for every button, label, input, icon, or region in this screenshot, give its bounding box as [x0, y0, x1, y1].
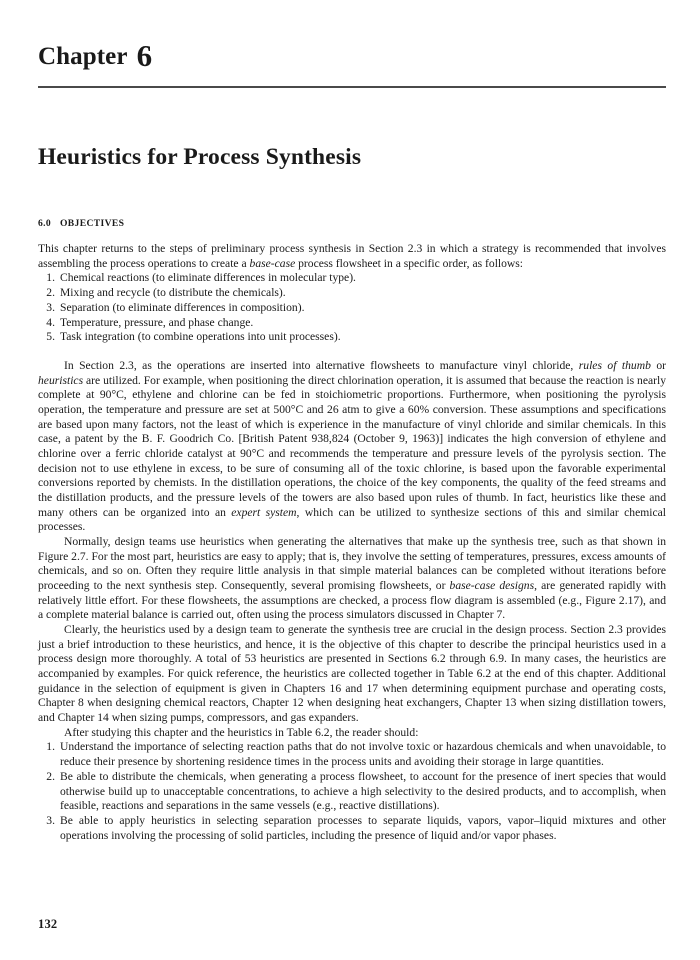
header-divider-rule [38, 86, 666, 88]
list-item [38, 286, 666, 301]
para1-part-3: are utilized. For example, when positioning the direct chlorination operation, it is assumed that because the reaction is nearly complete at 90°C, ethylene and chlorine can be fed in stoichiometric proportions. Furthermore, when positioning the pyrolysis operation, the temperature and pressure are set at 500°C and 26 atm to give a 60% conversion. These assumptions and specifications are based upon many factors, not the least of which is experience in the manufacture of vinyl chloride and similar chemicals. In this case, a patent by the B. F. Goodrich Co. [British Patent 938,824 (October 9, 1963)] indicates the high conversion of ethylene and chlorine over a ferric chloride catalyst at 90°C and recommends the temperature and pressure levels of the pyrolysis section. The decision not to use ethylene in excess, to be sure of consuming all of the toxic chlorine, is based upon the favorable experimental conversions reported by chemists. In the distillation operations, the choice of the key components, the quality of the feed streams and the distillation products, and the pressure levels of the towers are also based upon rules of thumb. In fact, heuristics like these and many others can be organized into an [38, 373, 666, 519]
list-item-text: Understand the importance of selecting reaction paths that do not involve toxic or hazardous chemicals and when unavoidable, to reduce their presence by shortening residence times in the process units and avoiding their storage in large quantities. [60, 740, 666, 769]
learning-outcomes-list [38, 740, 666, 844]
para2-part-1: Normally, design teams use heuristics when generating the alternatives that make up the synthesis tree, such as that shown in Figure 2.7. For the most part, heuristics are easy to apply; that is, they involve the setting of temperatures, pressures, excess amounts of chemicals, and so on. Often they require little analysis in that simple material balances can be completed without iterations before proceeding to the next synthesis step. Consequently, several promising flowsheets, or [38, 535, 666, 593]
intro-emphasis-base-case: base-case [249, 256, 296, 270]
list-item-text: Task integration (to combine operations into unit processes). [60, 330, 341, 344]
list-item [38, 316, 666, 331]
para2-emphasis-base-case-designs: base-case designs [449, 579, 535, 593]
list-item-marker: 2. [46, 285, 55, 299]
list-item [38, 271, 666, 286]
paragraph-chapter-scope: Clearly, the heuristics used by a design team to generate the synthesis tree are crucial in the design process. Section 2.3 provides just a brief introduction to these heuristics, and hence, it is the objective of this chapter to describe the principal heuristics used in a process design more thoroughly. A total of 53 heuristics are presented in Sections 6.2 through 6.9. In many cases, the heuristics are accompanied by examples. For quick reference, the heuristics are collected together in Table 6.2 at the end of this chapter. Additional guidance in the selection of equipment is given in Chapters 16 and 17 when determining equipment purchase and operating costs, Chapter 8 when designing chemical reactors, Chapter 12 when designing heat exchangers, Chapter 13 when sizing distillation towers, and Chapter 14 when sizing pumps, compressors, and gas expanders. [38, 622, 666, 724]
list-item-marker: 3. [46, 300, 55, 314]
chapter-number: 6 [136, 38, 153, 73]
para1-part-2: or [650, 359, 666, 373]
paragraph-heuristics-intro [38, 359, 666, 535]
page-number: 132 [38, 917, 58, 931]
page-title: Heuristics for Process Synthesis [38, 144, 362, 170]
section-number: 6.0 [38, 218, 52, 229]
list-item-text: Separation (to eliminate differences in composition). [60, 300, 305, 314]
paragraph-outcomes-lead-in: After studying this chapter and the heuristics in Table 6.2, the reader should: [64, 725, 419, 739]
list-item-marker: 2. [46, 769, 55, 783]
intro-paragraph [38, 242, 666, 271]
para1-emphasis-expert-system: expert system [231, 505, 297, 519]
list-item-marker: 5. [46, 330, 55, 344]
list-item [38, 814, 666, 844]
para1-emphasis-rules-of-thumb: rules of thumb [578, 359, 651, 373]
section-heading [38, 218, 666, 229]
list-item-marker: 4. [46, 315, 55, 329]
list-item-text: Temperature, pressure, and phase change. [60, 315, 254, 329]
chapter-header [38, 0, 666, 73]
intro-text-part-2: process flowsheet in a specific order, as follows: [295, 256, 524, 270]
para1-part-1: In Section 2.3, as the operations are inserted into alternative flowsheets to manufacture vinyl chloride, [64, 359, 579, 373]
intro-text-part-1: This chapter returns to the steps of preliminary process synthesis in Section 2.3 in which a strategy is recommended that involves assembling the process operations to create a [38, 242, 666, 270]
list-item-text: Be able to apply heuristics in selecting separation processes to separate liquids, vapors, vapor–liquid mixtures and other operations involving the processing of solid particles, including the presence of liquid and/or vapor phases. [60, 814, 666, 843]
objectives-list [38, 271, 666, 345]
para1-part-4: , which can be utilized to synthesize sections of this and similar chemical processes. [38, 505, 667, 534]
list-item [38, 770, 666, 814]
list-item-text: Mixing and recycle (to distribute the chemicals). [60, 285, 286, 299]
list-item-marker: 1. [46, 740, 55, 754]
para2-part-2: , are generated rapidly with relatively little effort. For these flowsheets, the assumptions are checked, a process flow diagram is assembled (e.g., Figure 2.17), and a complete material balance is carried out, often using the process simulators discussed in Chapter 7. [38, 579, 666, 622]
chapter-label: Chapter [38, 43, 128, 70]
list-item-marker: 3. [46, 814, 55, 828]
body-copy [38, 359, 666, 740]
list-item [38, 740, 666, 770]
list-item [38, 301, 666, 316]
list-item [38, 330, 666, 345]
paragraph-design-teams [38, 535, 666, 623]
section-title: OBJECTIVES [60, 218, 125, 229]
list-item-marker: 1. [46, 271, 55, 285]
list-item-text: Be able to distribute the chemicals, when generating a process flowsheet, to account for the presence of inert species that would otherwise build up to unacceptable concentrations, to achieve a high selectivity to the desired products, and to accomplish, when feasible, reactions and separations in the same vessels (e.g., reactive distillations). [60, 769, 666, 813]
para1-emphasis-heuristics: heuristics [38, 373, 84, 387]
list-item-text: Chemical reactions (to eliminate differences in molecular type). [60, 271, 356, 285]
